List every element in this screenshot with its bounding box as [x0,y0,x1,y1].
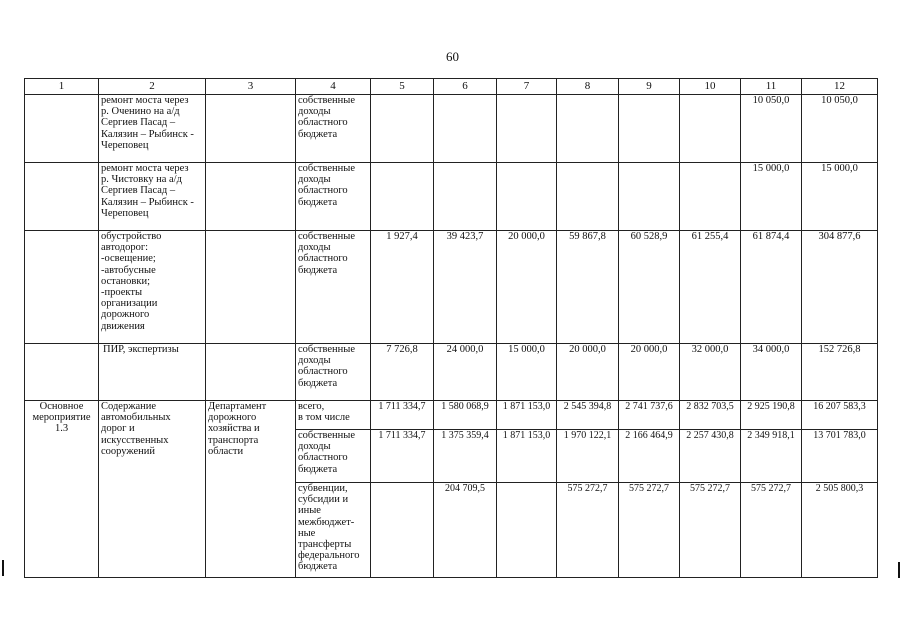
value-cell: 32 000,0 [680,344,741,401]
value-cell [371,483,434,578]
value-cell: 15 000,0 [741,163,802,231]
row-event-cell [25,163,99,231]
col-header-6: 6 [434,79,497,95]
value-cell: 2 741 737,6 [619,401,680,430]
value-cell: 1 580 068,9 [434,401,497,430]
col-header-7: 7 [497,79,557,95]
binding-mark-left [2,560,4,576]
value-cell: 59 867,8 [557,231,619,344]
value-cell: 20 000,0 [619,344,680,401]
value-cell: 39 423,7 [434,231,497,344]
col-header-3: 3 [206,79,296,95]
value-cell: 1 375 359,4 [434,430,497,483]
table-row [25,163,878,231]
budget-table [24,78,878,578]
value-cell: 575 272,7 [557,483,619,578]
value-cell [680,163,741,231]
value-cell: 575 272,7 [619,483,680,578]
col-header-1: 1 [25,79,99,95]
column-number-row [25,79,878,95]
row-event-cell [25,95,99,163]
value-cell [434,163,497,231]
col-header-2: 2 [99,79,206,95]
value-cell [619,95,680,163]
row-source-cell: субвенции, субсидии и иные межбюджет- ные трансферты федерального бюджета [296,483,371,578]
row-source-cell: собственные доходы областного бюджета [296,231,371,344]
row-executor-cell [206,231,296,344]
row-event-cell [25,344,99,401]
value-cell: 575 272,7 [680,483,741,578]
row-title-cell: ПИР, экспертизы [99,344,206,401]
table-row [25,401,878,430]
col-header-8: 8 [557,79,619,95]
value-cell: 34 000,0 [741,344,802,401]
col-header-9: 9 [619,79,680,95]
value-cell: 204 709,5 [434,483,497,578]
value-cell [497,163,557,231]
value-cell: 575 272,7 [741,483,802,578]
value-cell: 60 528,9 [619,231,680,344]
value-cell: 1 871 153,0 [497,401,557,430]
value-cell [371,163,434,231]
value-cell: 1 711 334,7 [371,401,434,430]
value-cell: 20 000,0 [497,231,557,344]
value-cell [557,95,619,163]
row-source-cell: собственные доходы областного бюджета [296,163,371,231]
value-cell [497,483,557,578]
binding-mark-right [898,562,900,578]
col-header-11: 11 [741,79,802,95]
value-cell: 7 726,8 [371,344,434,401]
value-cell [557,163,619,231]
row-source-cell: всего, в том числе [296,401,371,430]
value-cell: 61 874,4 [741,231,802,344]
value-cell [371,95,434,163]
value-cell: 2 925 190,8 [741,401,802,430]
row-executor-cell [206,344,296,401]
table-row [25,231,878,344]
value-cell [619,163,680,231]
col-header-10: 10 [680,79,741,95]
value-cell: 24 000,0 [434,344,497,401]
col-header-4: 4 [296,79,371,95]
value-cell: 10 050,0 [802,95,878,163]
main-event-executor: Департамент дорожного хозяйства и транспорта области [206,401,296,578]
value-cell: 152 726,8 [802,344,878,401]
row-executor-cell [206,163,296,231]
row-title-cell: ремонт моста через р. Оченино на а/д Сергиев Пасад – Калязин – Рыбинск - Череповец [99,95,206,163]
value-cell: 1 871 153,0 [497,430,557,483]
row-source-cell: собственные доходы областного бюджета [296,95,371,163]
value-cell: 2 166 464,9 [619,430,680,483]
row-executor-cell [206,95,296,163]
value-cell: 1 711 334,7 [371,430,434,483]
value-cell [497,95,557,163]
value-cell: 15 000,0 [802,163,878,231]
row-title-cell: обустройство автодорог: -освещение; -автобусные остановки; -проекты организации дорожного движения [99,231,206,344]
value-cell: 2 545 394,8 [557,401,619,430]
value-cell: 13 701 783,0 [802,430,878,483]
value-cell: 1 927,4 [371,231,434,344]
row-title-cell: ремонт моста через р. Чистовку на а/д Сергиев Пасад – Калязин – Рыбинск - Череповец [99,163,206,231]
value-cell: 20 000,0 [557,344,619,401]
value-cell [680,95,741,163]
value-cell: 2 349 918,1 [741,430,802,483]
value-cell: 15 000,0 [497,344,557,401]
value-cell: 304 877,6 [802,231,878,344]
main-event-label: Основное мероприятие 1.3 [25,401,99,578]
row-source-cell: собственные доходы областного бюджета [296,430,371,483]
row-event-cell [25,231,99,344]
value-cell: 16 207 583,3 [802,401,878,430]
page-number: 60 [446,49,459,64]
value-cell: 2 257 430,8 [680,430,741,483]
value-cell: 1 970 122,1 [557,430,619,483]
col-header-5: 5 [371,79,434,95]
col-header-12: 12 [802,79,878,95]
value-cell: 2 832 703,5 [680,401,741,430]
table-row [25,344,878,401]
value-cell [434,95,497,163]
table-row [25,95,878,163]
main-event-title: Содержание автомобильных дорог и искусственных сооружений [99,401,206,578]
value-cell: 10 050,0 [741,95,802,163]
value-cell: 61 255,4 [680,231,741,344]
value-cell: 2 505 800,3 [802,483,878,578]
row-source-cell: собственные доходы областного бюджета [296,344,371,401]
